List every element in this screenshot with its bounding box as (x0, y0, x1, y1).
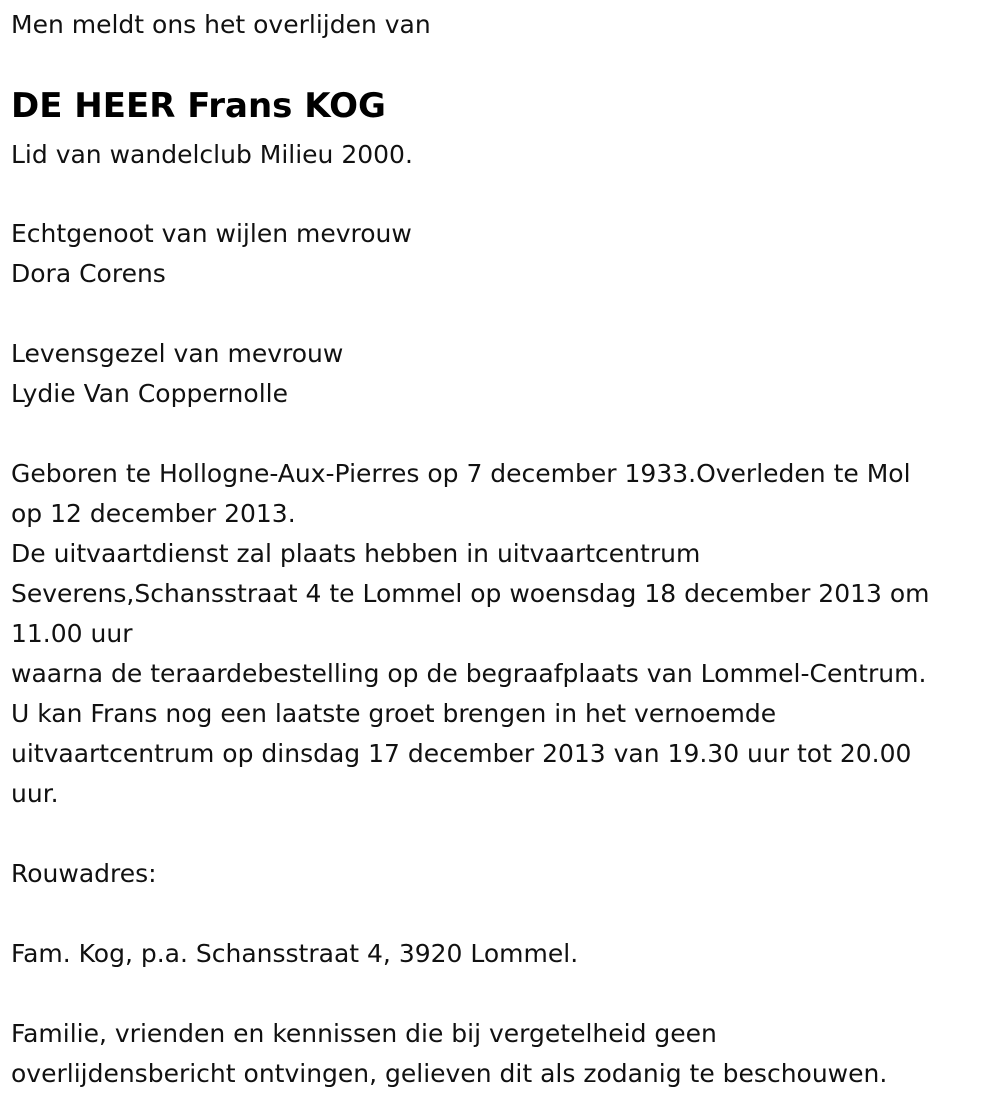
details-line: Severens,Schansstraat 4 te Lommel op woensdag 18 december 2013 om (11, 579, 930, 608)
membership-text: Lid van wandelclub Milieu 2000. (11, 140, 413, 169)
address-value: Fam. Kog, p.a. Schansstraat 4, 3920 Lommel. (11, 939, 579, 968)
spouse-line-2: Dora Corens (11, 259, 166, 288)
details-line: op 12 december 2013. (11, 499, 296, 528)
intro-text: Men meldt ons het overlijden van (11, 10, 431, 39)
deceased-name: DE HEER Frans KOG (11, 86, 386, 126)
details-line: U kan Frans nog een laatste groet brengen in het vernoemde (11, 699, 777, 728)
partner-line-1: Levensgezel van mevrouw (11, 339, 344, 368)
details-line: 11.00 uur (11, 619, 133, 648)
details-line: uitvaartcentrum op dinsdag 17 december 2013 van 19.30 uur tot 20.00 (11, 739, 912, 768)
spouse-line-1: Echtgenoot van wijlen mevrouw (11, 219, 412, 248)
details-line: uur. (11, 779, 59, 808)
details-line: Geboren te Hollogne-Aux-Pierres op 7 december 1933.Overleden te Mol (11, 459, 911, 488)
details-line: waarna de teraardebestelling op de begraafplaats van Lommel-Centrum. (11, 659, 927, 688)
partner-line-2: Lydie Van Coppernolle (11, 379, 288, 408)
closing-line: overlijdensbericht ontvingen, gelieven dit als zodanig te beschouwen. (11, 1059, 888, 1088)
address-label: Rouwadres: (11, 859, 157, 888)
details-line: De uitvaartdienst zal plaats hebben in uitvaartcentrum (11, 539, 701, 568)
closing-line: Familie, vrienden en kennissen die bij vergetelheid geen (11, 1019, 717, 1048)
